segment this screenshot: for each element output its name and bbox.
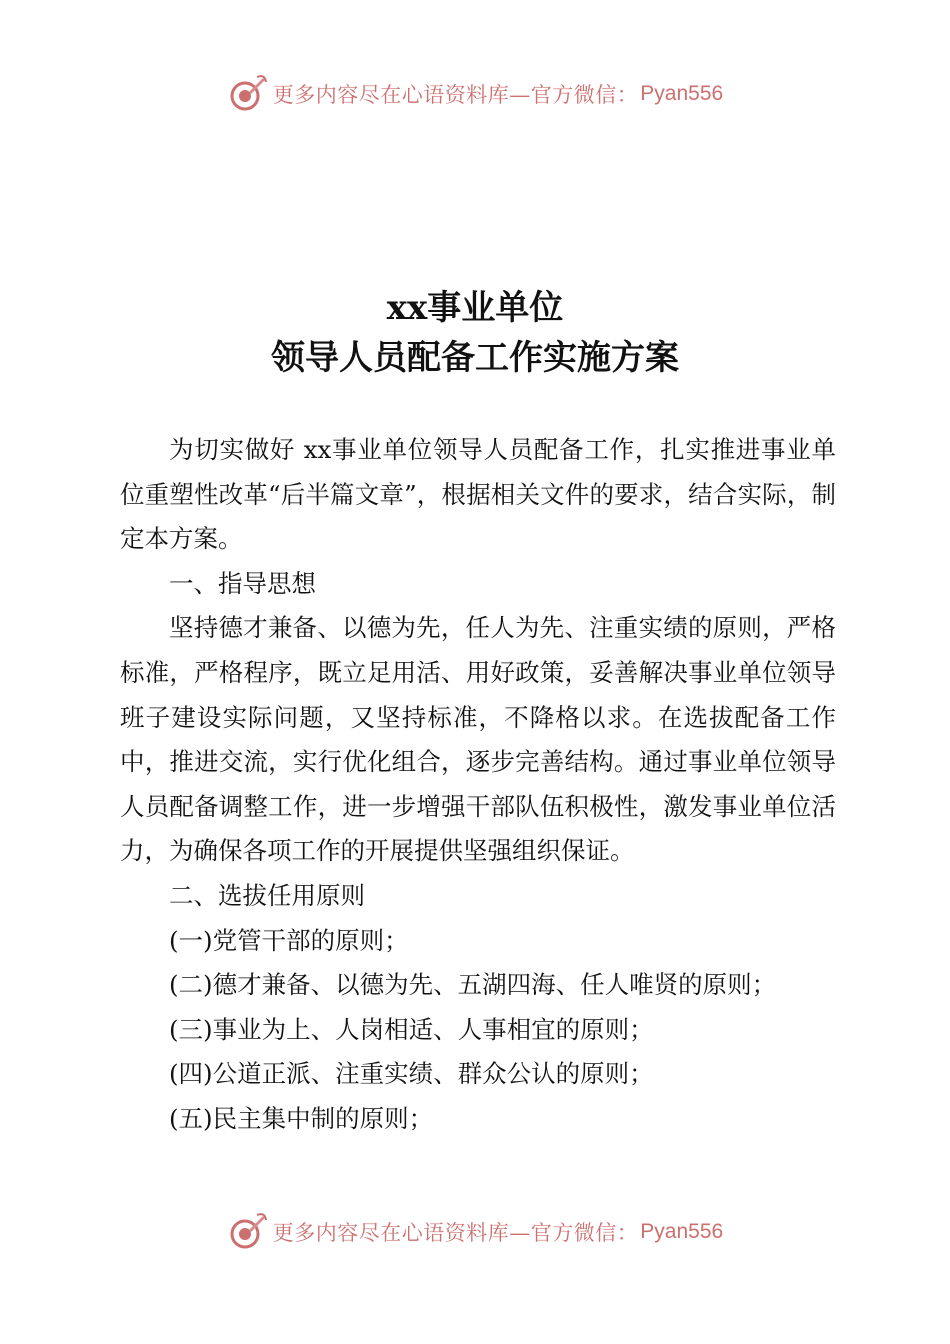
principle-item: (三)事业为上、人岗相适、人事相宜的原则； <box>169 1014 654 1044</box>
section1-paragraph: 坚持德才兼备、以德为先，任人为先、注重实绩的原则，严格标准，严格程序，既立足用活、用好政策，妥善解决事业单位领导班子建设实际问题，又坚持标准，不降格以求。在选拔配备工作中，推进交流，实行优化组合，逐步完善结构。通过事业单位领导人员配备调整工作，进一步增强干部队伍积极性，激发事业单位活力，为确保各项工作的开展提供坚强组织保证。 <box>120 613 836 866</box>
principle-item: (四)公道正派、注重实绩、群众公认的原则； <box>169 1059 654 1089</box>
principle-item: (一)党管干部的原则； <box>169 925 409 955</box>
quill-pen-logo-icon <box>227 1212 267 1252</box>
watermark-wechat-id: Pyan556 <box>640 1220 724 1243</box>
principle-item: (二)德才兼备、以德为先、五湖四海、任人唯贤的原则； <box>169 970 777 1000</box>
intro-paragraph: 为切实做好 xx事业单位领导人员配备工作，扎实推进事业单位重塑性改革“后半篇文章”，根据相关文件的要求，结合实际，制定本方案。 <box>120 435 836 554</box>
watermark-wechat-id: Pyan556 <box>640 82 724 105</box>
watermark-text: 更多内容尽在心语资料库—官方微信： <box>272 1221 639 1245</box>
section2-heading: 二、选拔任用原则 <box>169 880 365 910</box>
section1-heading: 一、指导思想 <box>169 568 316 598</box>
document-body <box>120 428 836 1142</box>
watermark-banner-top <box>0 72 950 116</box>
principle-item: (五)民主集中制的原则； <box>169 1103 434 1133</box>
document-title-line2: 领导人员配备工作实施方案 <box>271 338 679 378</box>
quill-pen-logo-icon <box>227 74 267 114</box>
watermark-banner-bottom <box>0 1210 950 1254</box>
document-title-line1: xx事业单位 <box>386 288 564 328</box>
watermark-text: 更多内容尽在心语资料库—官方微信： <box>272 83 639 107</box>
